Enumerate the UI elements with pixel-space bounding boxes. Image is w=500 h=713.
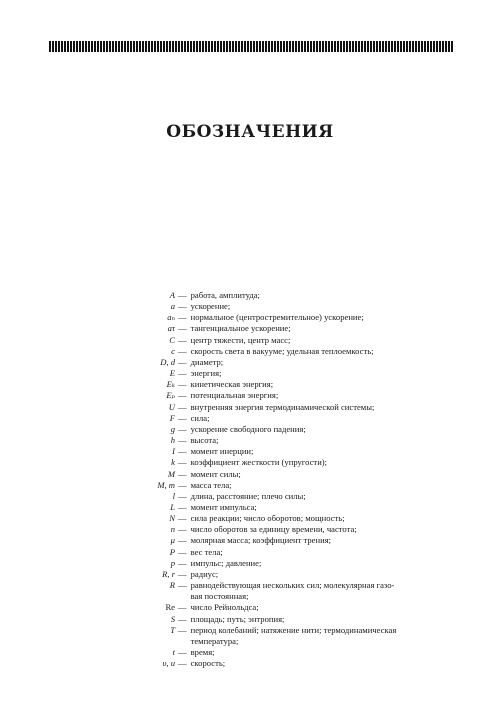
symbol-description	[191, 658, 460, 669]
symbol: P	[169, 546, 175, 557]
description-continuation: температура;	[190, 635, 239, 646]
symbol-entry	[130, 435, 460, 446]
symbol-entry	[130, 535, 460, 546]
symbol-dash: —	[178, 423, 187, 434]
symbol-entry	[130, 424, 460, 435]
symbol-entry	[130, 413, 460, 424]
symbol: L	[170, 501, 175, 512]
description-text: масса тела;	[190, 479, 232, 490]
symbol-entry	[130, 469, 460, 480]
description-text: сила;	[190, 412, 210, 423]
symbol-description	[191, 335, 460, 346]
symbol-description	[191, 491, 460, 502]
symbol-entry	[130, 323, 460, 334]
symbol: aₙ	[167, 312, 175, 323]
symbol-entry	[130, 402, 460, 413]
symbol-description	[191, 312, 460, 323]
description-text: импульс; давление;	[190, 557, 262, 568]
symbol-dash: —	[178, 535, 187, 546]
symbol-dash: —	[178, 334, 187, 345]
symbol: T	[170, 624, 175, 635]
symbol-entry	[130, 491, 460, 502]
symbol-dash: —	[178, 323, 187, 334]
description-text: длина, расстояние; плечо силы;	[190, 490, 306, 501]
symbol: υ, u	[162, 658, 175, 669]
symbol-description	[191, 580, 460, 602]
symbol-description	[191, 614, 460, 625]
symbol-dash: —	[178, 490, 187, 501]
symbol-entry	[130, 346, 460, 357]
description-continuation: вая постоянная;	[190, 591, 249, 602]
symbol-entry	[130, 558, 460, 569]
symbol-dash: —	[178, 479, 187, 490]
symbol: c	[171, 345, 175, 356]
description-text: ускорение свободного падения;	[190, 423, 306, 434]
symbol-description	[191, 647, 460, 658]
symbol-dash: —	[178, 546, 187, 557]
symbol-dash: —	[178, 345, 187, 356]
description-text: число Рейнольдса;	[190, 602, 259, 613]
symbol-dash: —	[178, 624, 187, 635]
symbol-description	[191, 513, 460, 524]
symbol-entry	[130, 301, 460, 312]
symbol-entry	[130, 446, 460, 457]
symbol-entry	[130, 524, 460, 535]
description-text: центр тяжести, центр масс;	[190, 334, 291, 345]
symbol: p	[170, 557, 175, 568]
symbol-description	[191, 424, 460, 435]
symbol: R, r	[162, 568, 175, 579]
symbol-entry	[130, 312, 460, 323]
symbol: a	[170, 301, 175, 312]
symbol-dash: —	[178, 557, 187, 568]
symbol-description	[191, 547, 460, 558]
symbol-dash: —	[178, 468, 187, 479]
symbol: D, d	[160, 356, 175, 367]
symbol: h	[170, 435, 175, 446]
symbol: n	[170, 524, 175, 535]
symbol-dash: —	[178, 524, 187, 535]
symbol: k	[171, 457, 175, 468]
symbol: U	[168, 401, 175, 412]
symbol: I	[172, 446, 175, 457]
symbol-description	[191, 524, 460, 535]
symbol-dash: —	[178, 613, 187, 624]
symbol-description	[191, 625, 460, 647]
symbol-entry	[130, 580, 460, 602]
symbol-entry	[130, 357, 460, 368]
symbol-entry	[130, 390, 460, 401]
symbol-dash: —	[178, 457, 187, 468]
symbol-dash: —	[178, 368, 187, 379]
symbol-dash: —	[178, 390, 187, 401]
symbol: N	[169, 513, 175, 524]
description-text: внутренняя энергия термодинамической системы;	[190, 401, 375, 412]
symbol-description	[191, 469, 460, 480]
symbol-description	[191, 457, 460, 468]
symbol-dash: —	[178, 412, 187, 423]
symbol-dash: —	[178, 513, 187, 524]
symbol-description	[191, 323, 460, 334]
symbol-dash: —	[178, 602, 187, 613]
symbol: F	[169, 412, 175, 423]
symbol-entry	[130, 569, 460, 580]
symbol-dash: —	[178, 568, 187, 579]
symbol-dash: —	[178, 446, 187, 457]
description-text: нормальное (центростремительное) ускорение;	[190, 312, 364, 323]
symbol-description	[191, 569, 460, 580]
symbol-entry	[130, 290, 460, 301]
symbol-description	[191, 290, 460, 301]
symbol-description	[191, 535, 460, 546]
symbol-entry	[130, 647, 460, 658]
header-rule	[49, 41, 454, 52]
description-text: высота;	[190, 435, 219, 446]
symbol-dash: —	[178, 658, 187, 669]
symbol-dash: —	[178, 647, 187, 657]
symbol-description	[191, 379, 460, 390]
description-text: период колебаний; натяжение нити; термодинамическая	[190, 624, 397, 635]
description-text: потенциальная энергия;	[190, 390, 279, 401]
symbol-description	[191, 480, 460, 491]
symbol: l	[172, 490, 175, 501]
symbols-list	[130, 290, 460, 669]
symbol: t	[172, 647, 175, 657]
symbol-description	[191, 346, 460, 357]
symbol-description	[191, 435, 460, 446]
symbol-dash: —	[178, 379, 187, 390]
symbol-description	[191, 602, 460, 613]
description-text: число оборотов за единицу времени, частота;	[190, 524, 357, 535]
symbol: Eₖ	[166, 379, 175, 390]
symbol: M	[167, 468, 175, 479]
symbol-entry	[130, 614, 460, 625]
page-title: ОБОЗНАЧЕНИЯ	[166, 122, 334, 142]
symbol-entry	[130, 513, 460, 524]
symbol-dash: —	[178, 301, 187, 312]
symbol: μ	[170, 535, 175, 546]
symbol: Eₚ	[166, 390, 175, 401]
description-text: коэффициент жесткости (упругости);	[190, 457, 328, 468]
symbol-entry	[130, 457, 460, 468]
description-text: тангенциальное ускорение;	[190, 323, 291, 334]
description-text: скорость;	[190, 658, 226, 669]
symbol-dash: —	[178, 290, 187, 300]
symbol-entry	[130, 368, 460, 379]
symbol-entry	[130, 547, 460, 558]
symbol: Re	[165, 602, 175, 613]
symbol-description	[191, 368, 460, 379]
description-text: время;	[190, 647, 215, 657]
symbol: M, m	[157, 479, 175, 490]
symbol-entry	[130, 602, 460, 613]
symbol-entry	[130, 502, 460, 513]
symbol: aτ	[167, 323, 175, 334]
description-text: момент импульса;	[190, 501, 257, 512]
description-text: момент инерции;	[190, 446, 254, 457]
symbol-entry	[130, 625, 460, 647]
description-text: вес тела;	[190, 546, 223, 557]
description-text: диаметр;	[190, 356, 224, 367]
symbol-description	[191, 446, 460, 457]
symbol: C	[169, 334, 175, 345]
description-text: скорость света в вакууме; удельная теплоемкость;	[190, 345, 374, 356]
symbol-description	[191, 402, 460, 413]
symbol-entry	[130, 658, 460, 669]
description-text: молярная масса; коэффициент трения;	[190, 535, 332, 546]
symbol-dash: —	[178, 312, 187, 323]
symbol-dash: —	[178, 580, 187, 591]
symbol-description	[191, 558, 460, 569]
symbol: E	[169, 368, 175, 379]
symbol-entry	[130, 335, 460, 346]
description-text: сила реакции; число оборотов; мощность;	[190, 513, 345, 524]
symbol-description	[191, 357, 460, 368]
symbol-dash: —	[178, 501, 187, 512]
symbol-description	[191, 301, 460, 312]
description-text: кинетическая энергия;	[190, 379, 274, 390]
description-text: работа, амплитуда;	[190, 290, 260, 300]
description-text: радиус;	[190, 568, 219, 579]
symbol: A	[169, 290, 175, 300]
symbol: R	[169, 580, 175, 591]
symbol: S	[170, 613, 175, 624]
symbol-entry	[130, 480, 460, 491]
symbol-dash: —	[178, 401, 187, 412]
description-text: момент силы;	[190, 468, 241, 479]
description-text: энергия;	[190, 368, 222, 379]
symbol-description	[191, 413, 460, 424]
symbol-dash: —	[178, 356, 187, 367]
symbol-description	[191, 502, 460, 513]
symbol-description	[191, 390, 460, 401]
symbol-entry	[130, 379, 460, 390]
description-text: равнодействующая нескольких сил; молекулярная газо-	[190, 580, 395, 591]
description-text: ускорение;	[190, 301, 231, 312]
symbol-dash: —	[178, 435, 187, 446]
description-text: площадь; путь; энтропия;	[190, 613, 285, 624]
symbol: g	[170, 423, 175, 434]
